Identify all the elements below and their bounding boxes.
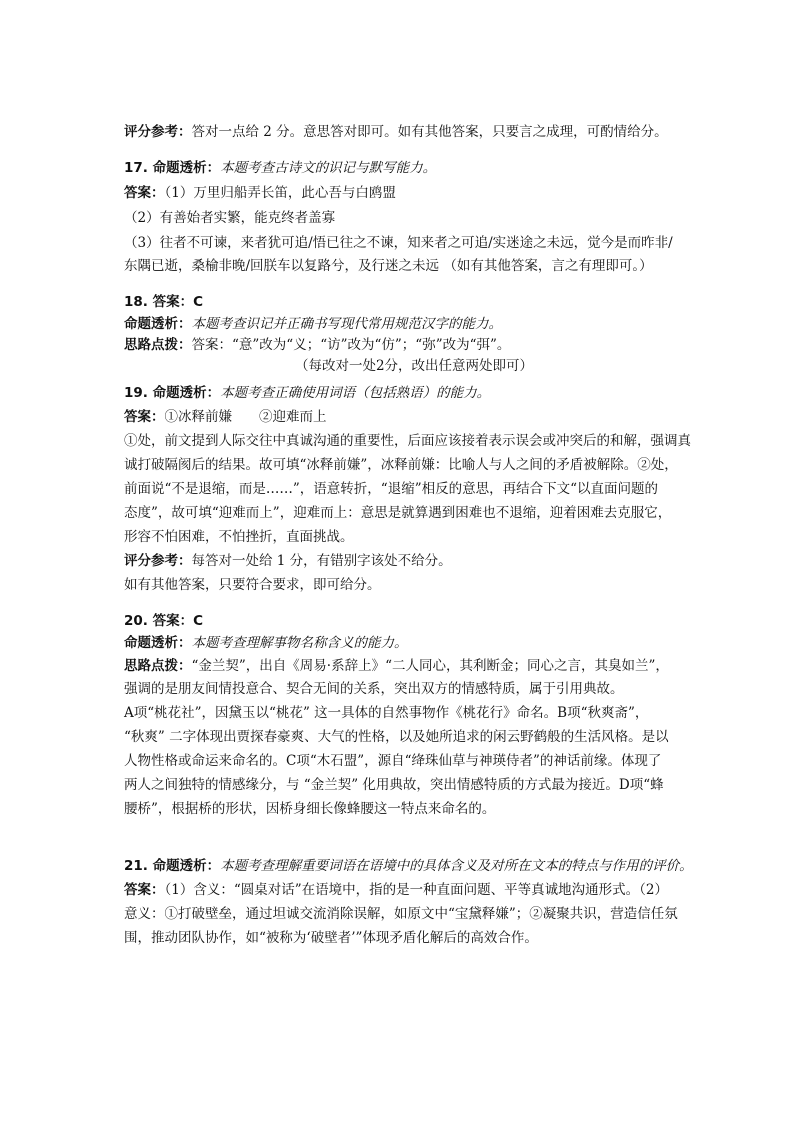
q19-explain-2 <box>124 455 704 475</box>
line-label: 评分参考： <box>124 553 192 569</box>
scoring-note-16 <box>124 122 704 142</box>
line-text: （3）往者不可谏，来者犹可追/悟已往之不谏，知来者之可追/实迷途之未远，觉今是而昨非/ <box>124 235 673 251</box>
line-text: 本题考查理解重要词语在语境中的具体含义及对所在文本的特点与作用的评价。 <box>220 858 693 874</box>
line-text: 本题考查理解事物名称含义的能力。 <box>191 635 408 651</box>
q17-answer-3a <box>124 233 704 253</box>
q21-answer-3 <box>124 928 704 948</box>
line-label: 答案： <box>124 882 165 898</box>
q21-answer-1 <box>124 880 704 900</box>
line-text: “金兰契”，出自《周易·系辞上》“二人同心，其利断金；同心之言，其臭如兰”， <box>191 658 669 674</box>
line-text: 形容不怕困难，不怕挫折，直面挑战。 <box>124 529 354 545</box>
line-text: ①冰释前嫌 ②迎难而上 <box>164 409 327 425</box>
q19-explain-1 <box>124 431 704 451</box>
line-text: 每答对一处给 1 分，有错别字该处不给分。 <box>191 553 452 569</box>
q19-scoring-2 <box>124 575 704 595</box>
line-text: 答案：“意”改为“义；“访”改为“仿”；“弥”改为“弭”。 <box>191 337 511 353</box>
line-label: 命题透析： <box>124 635 192 651</box>
line-label: 思路点拨： <box>124 658 192 674</box>
q20-options-3 <box>124 751 704 771</box>
q20-options-2 <box>124 727 704 747</box>
line-text: 本题考查正确使用词语（包括熟语）的能力。 <box>220 385 491 401</box>
q19-explain-5 <box>124 527 704 547</box>
line-text: 东隅已逝，桑榆非晚/回朕车以复路兮，及行迷之未远 （如有其他答案，言之有理即可。） <box>124 258 653 274</box>
line-label: 思路点拨： <box>124 337 192 353</box>
line-label: 18. 答案： <box>124 294 194 310</box>
line-text: （1）含义：“圆桌对话”在语境中，指的是一种直面问题、平等真诚地沟通形式。（2） <box>164 882 668 898</box>
line-text: 两人之间独特的情感缘分，与 “金兰契” 化用典故，突出情感特质的方式最为接近。D项“蜂 <box>124 777 664 793</box>
q18-answer <box>124 292 704 312</box>
q17-answer-1 <box>124 183 704 203</box>
line-text: 腰桥”，根据桥的形状，因桥身细长像蜂腰这一特点来命名的。 <box>124 801 496 817</box>
line-text: 强调的是朋友间情投意合、契合无间的关系，突出双方的情感特质，属于引用典故。 <box>124 681 624 697</box>
q20-hint-1 <box>124 656 704 676</box>
line-label: 评分参考： <box>124 124 192 140</box>
line-text: C <box>193 613 204 629</box>
q17-answer-3b <box>124 256 704 276</box>
line-label: 命题透析： <box>124 316 192 332</box>
q19-explain-4 <box>124 503 704 523</box>
q20-options-1 <box>124 703 704 723</box>
q21-analysis <box>124 856 704 876</box>
line-text: （2）有善始者实繁，能克终者盖寡 <box>124 210 336 226</box>
line-text: 态度”，故可填“迎难而上”，迎难而上：意思是就算遇到困难也不退缩，迎着困难去克服它， <box>124 505 672 521</box>
q20-hint-2 <box>124 679 704 699</box>
line-text: 人物性格或命运来命名的。C项“木石盟”，源自“绛珠仙草与神瑛侍者”的神话前缘。体现了 <box>124 753 662 769</box>
line-text: 意义：①打破壁垒，通过坦诚交流消除误解，如原文中“宝黛释嫌”；②凝聚共识，营造信任氛 <box>124 906 678 922</box>
line-label: 20. 答案： <box>124 613 194 629</box>
line-label: 答案： <box>124 185 165 201</box>
line-text: （1）万里归船弄长笛，此心吾与白鸥盟 <box>164 185 396 201</box>
line-label: 17. 命题透析： <box>124 160 221 176</box>
line-label: 19. 命题透析： <box>124 385 221 401</box>
line-text: （每改对一处2分，改出任意两处即可） <box>294 358 534 374</box>
line-text: 前面说“不是退缩，而是……”，语意转折，“退缩”相反的意思，再结合下文“以直面问题的 <box>124 481 659 497</box>
line-text: 诚打破隔阂后的结果。故可填“冰释前嫌”，冰释前嫌：比喻人与人之间的矛盾被解除。②处， <box>124 457 678 473</box>
line-text: ①处，前文提到人际交往中真诚沟通的重要性，后面应该接着表示误会或冲突后的和解，强调真 <box>124 433 691 449</box>
q20-analysis <box>124 633 704 653</box>
line-text: 本题考查古诗文的识记与默写能力。 <box>220 160 437 176</box>
q18-scoring <box>124 356 704 376</box>
q19-explain-3 <box>124 479 704 499</box>
line-text: 本题考查识记并正确书写现代常用规范汉字的能力。 <box>191 316 502 332</box>
line-text: C <box>193 294 204 310</box>
line-text: “秋爽” 二字体现出贾探春豪爽、大气的性格，以及她所追求的闲云野鹤般的生活风格。是以 <box>124 729 669 745</box>
q17-analysis <box>124 158 704 178</box>
q20-options-4 <box>124 775 704 795</box>
q21-answer-2 <box>124 904 704 924</box>
line-text: 围，推动团队协作，如“被称为‘破壁者’”体现矛盾化解后的高效合作。 <box>124 930 538 946</box>
line-label: 21. 命题透析： <box>124 858 221 874</box>
q20-answer <box>124 611 704 631</box>
line-text: A项“桃花社”，因黛玉以“桃花” 这一具体的自然事物作《桃花行》命名。B项“秋爽斋”， <box>124 705 649 721</box>
q17-answer-2 <box>124 208 704 228</box>
q18-analysis <box>124 314 704 334</box>
line-text: 如有其他答案，只要符合要求，即可给分。 <box>124 577 381 593</box>
q20-options-5 <box>124 799 704 819</box>
q19-answer <box>124 407 704 427</box>
q19-scoring <box>124 551 704 571</box>
q18-hint <box>124 335 704 355</box>
line-text: 答对一点给 2 分。意思答对即可。如有其他答案，只要言之成理，可酌情给分。 <box>191 124 668 140</box>
q19-analysis <box>124 383 704 403</box>
line-label: 答案： <box>124 409 165 425</box>
